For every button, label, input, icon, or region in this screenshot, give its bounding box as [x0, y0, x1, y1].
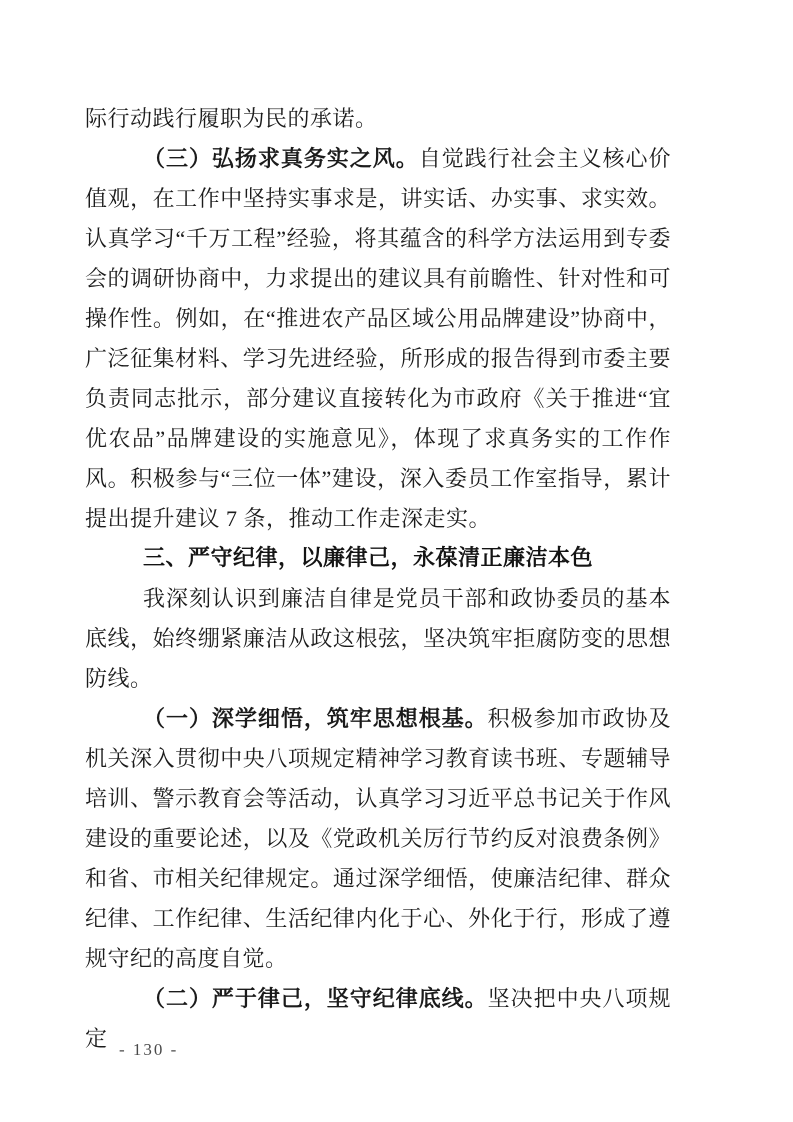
paragraph-lead-bold: （一）深学细悟，筑牢思想根基。 — [143, 706, 488, 731]
paragraph-lead-bold: （二）严于律己，坚守纪律底线。 — [143, 986, 488, 1011]
document-body — [85, 99, 671, 1059]
section-heading-discipline — [85, 539, 671, 579]
paragraph-lead-bold: （三）弘扬求真务实之风。 — [143, 146, 419, 171]
paragraph-text: 坚决把中央八项规定 — [85, 986, 671, 1051]
paragraph-text: 我深刻认识到廉洁自律是党员干部和政协委员的基本底线，始终绷紧廉洁从政这根弦，坚决筑牢拒腐防变的思想防线。 — [85, 586, 671, 691]
paragraph-subsection-1 — [85, 699, 671, 979]
paragraph-text: 际行动践行履职为民的承诺。 — [85, 106, 378, 131]
paragraph-text: 自觉践行社会主义核心价值观，在工作中坚持实事求是，讲实话、办实事、求实效。认真学习“千万工程”经验，将其蕴含的科学方法运用到专委会的调研协商中，力求提出的建议具有前瞻性、针对性和可操作性。例如，在“推进农产品区域公用品牌建设”协商中，广泛征集材料、学习先进经验，所形成的报告得到市委主要负责同志批示，部分建议直接转化为市政府《关于推进“宜优农品”品牌建设的实施意见》，体现了求真务实的工作作风。积极参与“三位一体”建设，深入委员工作室指导，累计提出提升建议 7 条，推动工作走深走实。 — [85, 146, 671, 531]
section-heading-text: 三、严守纪律，以廉律己，永葆清正廉洁本色 — [143, 546, 594, 571]
paragraph-section-3-style — [85, 139, 671, 539]
paragraph-intro-discipline — [85, 579, 671, 699]
paragraph-text: 积极参加市政协及机关深入贯彻中央八项规定精神学习教育读书班、专题辅导培训、警示教育会等活动，认真学习习近平总书记关于作风建设的重要论述，以及《党政机关厉行节约反对浪费条例》和省、市相关纪律规定。通过深学细悟，使廉洁纪律、群众纪律、工作纪律、生活纪律内化于心、外化于行，形成了遵规守纪的高度自觉。 — [85, 706, 671, 971]
paragraph-continuation — [85, 99, 671, 139]
page-number: - 130 - — [119, 1040, 179, 1059]
